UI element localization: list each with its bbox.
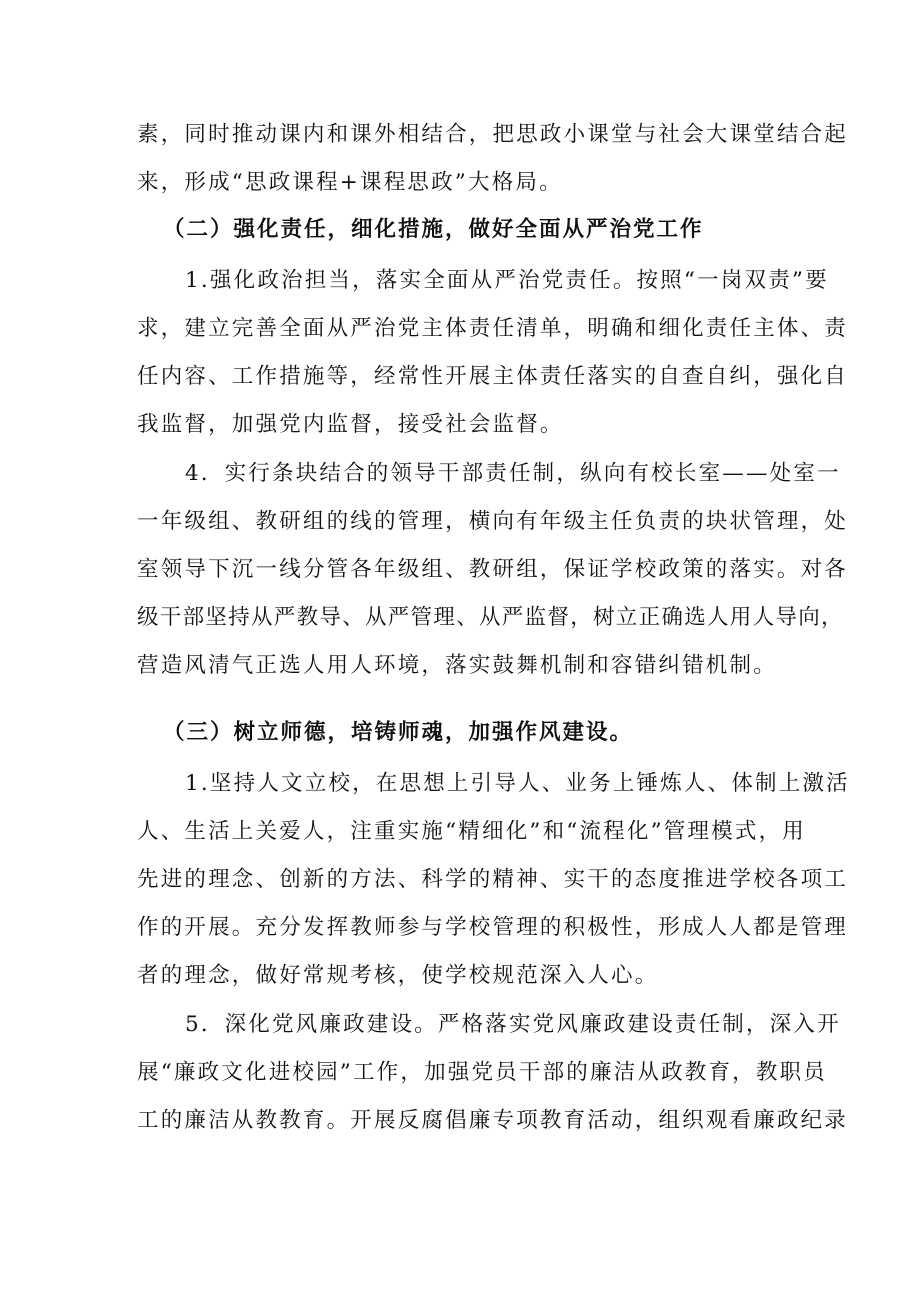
paragraph-line: 者的理念，做好常规考核，使学校规范深入人心。: [137, 963, 659, 988]
section-heading: （三）树立师德，培铸师魂，加强作风建设。: [163, 720, 634, 745]
paragraph-line: 1.强化政治担当，落实全面从严治党责任。按照“一岗双责”要: [185, 268, 829, 293]
section-heading: （二）强化责任，细化措施，做好全面从严治党工作: [163, 217, 704, 242]
paragraph-line: 营造风清气正选人用人环境，落实鼓舞机制和容错纠错机制。: [137, 653, 777, 678]
paragraph-line: 一年级组、教研组的线的管理，横向有年级主任负责的块状管理，处: [137, 509, 849, 534]
paragraph-line: 求，建立完善全面从严治党主体责任清单，明确和细化责任主体、责: [137, 316, 849, 341]
paragraph-line: 室领导下沉一线分管各年级组、教研组，保证学校政策的落实。对各: [137, 557, 849, 582]
paragraph-line: 工的廉洁从教教育。开展反腐倡廉专项教育活动，组织观看廉政纪录: [137, 1108, 849, 1133]
paragraph-line: 先进的理念、创新的方法、科学的精神、实干的态度推进学校各项工: [137, 867, 849, 892]
paragraph-line: 人、生活上关爱人，注重实施“精细化”和“流程化”管理模式，用: [137, 819, 806, 844]
paragraph-line: 作的开展。充分发挥教师参与学校管理的积极性，形成人人都是管理: [137, 915, 849, 940]
paragraph-line: 我监督，加强党内监督，接受社会监督。: [137, 412, 564, 437]
paragraph-line: 来，形成“思政课程+课程思政”大格局。: [137, 170, 563, 195]
paragraph-line: 1.坚持人文立校，在思想上引导人、业务上锤炼人、体制上激活: [185, 771, 850, 796]
paragraph-line: 4．实行条块结合的领导干部责任制，纵向有校长室——处室一: [185, 461, 841, 486]
paragraph-line: 展“廉政文化进校园”工作，加强党员干部的廉洁从政教育，教职员: [137, 1060, 827, 1085]
paragraph-line: 5．深化党风廉政建设。严格落实党风廉政建设责任制，深入开: [185, 1012, 841, 1037]
paragraph-line: 级干部坚持从严教导、从严管理、从严监督，树立正确选人用人导向，: [137, 605, 844, 630]
paragraph-line: 任内容、工作措施等，经常性开展主体责任落实的自查自纠，强化自: [137, 364, 849, 389]
paragraph-line: 素，同时推动课内和课外相结合，把思政小课堂与社会大课堂结合起: [137, 122, 849, 147]
